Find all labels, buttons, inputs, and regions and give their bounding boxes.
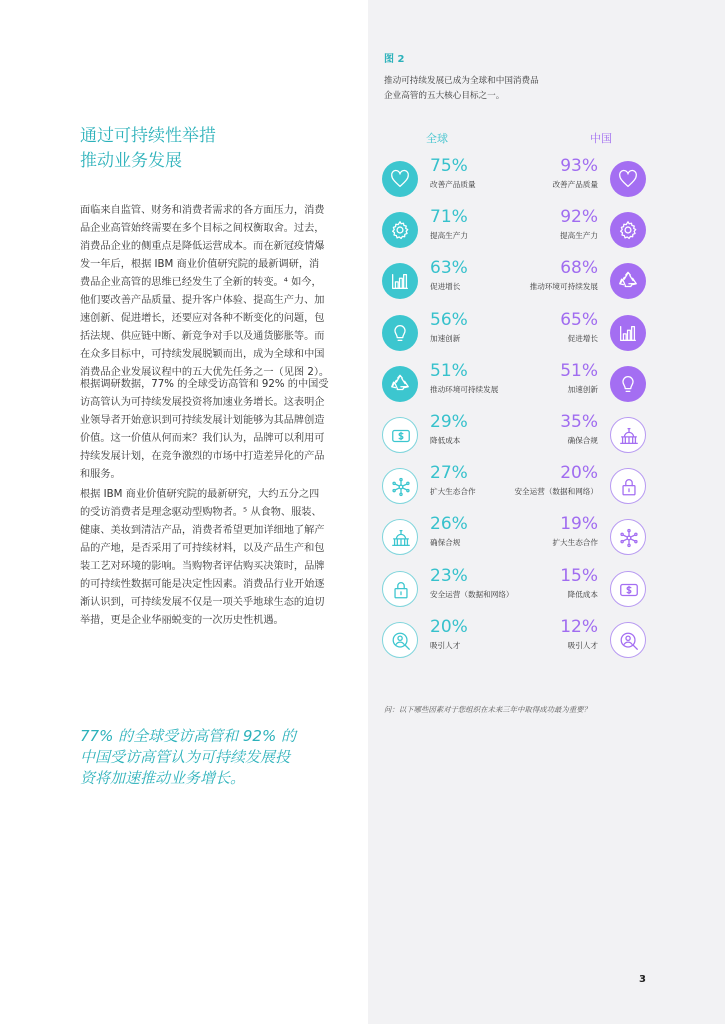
- global-percent: 23%: [430, 565, 468, 586]
- recycle-icon: [382, 366, 418, 402]
- gear-icon: [382, 212, 418, 248]
- global-percent: 20%: [430, 616, 468, 637]
- text-line: 他们要改善产品质量、提升客户体验、提高生产力、加: [80, 295, 325, 306]
- network-icon: [382, 468, 418, 504]
- global-percent: 56%: [430, 309, 468, 330]
- text-line: 在众多目标中，可持续发展脱颖而出，成为全球和中国: [80, 349, 325, 360]
- text-line: 速创新、促进增长，还要应对各种不断变化的问题，包: [80, 313, 325, 324]
- text-line: 根据调研数据，77% 的全球受访高管和 92% 的中国受: [80, 379, 329, 390]
- china-label: 扩大生态合作: [552, 538, 598, 548]
- china-label: 降低成本: [567, 589, 598, 599]
- global-column-header: 全球: [426, 132, 448, 145]
- china-label: 吸引人才: [567, 640, 598, 650]
- lightbulb-icon: [382, 315, 418, 351]
- text-line: 品的产地，是否采用了可持续材料，以及产品生产和包: [80, 543, 325, 554]
- heart-icon: [382, 161, 418, 197]
- pull-quote-line: 中国受访高管认为可持续发展投: [80, 748, 291, 766]
- global-percent: 63%: [430, 258, 468, 279]
- text-line: 和服务。: [80, 469, 121, 480]
- caption-line: 企业高管的五大核心目标之一。: [384, 91, 505, 101]
- global-label: 确保合规: [430, 538, 461, 548]
- pull-quote: [80, 726, 350, 789]
- dollar-bill-icon: [610, 571, 646, 607]
- global-label: 推动环境可持续发展: [430, 384, 499, 394]
- china-label: 加速创新: [567, 384, 598, 394]
- text-line: 的可持续性数据可能是决定性因素。消费品行业开始逐: [80, 579, 325, 590]
- figure-row: [0, 360, 725, 412]
- global-percent: 51%: [430, 360, 468, 381]
- text-line: 消费品企业发展议程中的五大优先任务之一（见图 2）。: [80, 367, 330, 378]
- text-line: 举措，更是企业华丽蜕变的一次历史性机遇。: [80, 615, 284, 626]
- text-line: 品企业高管始终需要在多个目标之间权衡取舍。过去，: [80, 223, 325, 234]
- text-line: 面临来自监管、财务和消费者需求的各方面压力，消费: [80, 205, 325, 216]
- china-label: 改善产品质量: [552, 180, 598, 189]
- text-line: 业领导者开始意识到可持续发展计划能够为其品牌创造: [80, 415, 325, 426]
- text-line: 的受访消费者是理念驱动型购物者。⁵ 从食物、服装、: [80, 507, 322, 518]
- global-label: 降低成本: [430, 436, 461, 445]
- china-percent: 68%: [560, 258, 598, 279]
- person-search-icon: [610, 622, 646, 658]
- china-percent: 93%: [560, 156, 598, 176]
- capitol-building-icon: [382, 519, 418, 555]
- china-percent: 19%: [560, 514, 598, 535]
- heart-icon: [610, 161, 646, 197]
- global-percent: 75%: [430, 156, 468, 176]
- lock-icon: [610, 468, 646, 504]
- text-line: 装工艺对环境的影响。当购物者评估购买决策时，品牌: [80, 561, 325, 572]
- china-percent: 65%: [560, 309, 598, 330]
- china-percent: 20%: [560, 463, 598, 484]
- text-line: 健康、美妆到清洁产品，消费者希望更加详细地了解产: [80, 525, 325, 536]
- lock-icon: [382, 571, 418, 607]
- china-label: 促进增长: [567, 333, 598, 343]
- text-line: 发一年后，根据 IBM 商业价值研究院的最新调研，消: [80, 259, 320, 270]
- figure-caption: [384, 74, 634, 104]
- global-percent: 71%: [430, 207, 468, 228]
- figure-row: [0, 258, 725, 309]
- figure-row: [0, 514, 725, 565]
- china-percent: 92%: [560, 207, 598, 228]
- figure-row: [0, 309, 725, 361]
- china-percent: 15%: [560, 565, 598, 586]
- global-label: 改善产品质量: [430, 180, 476, 189]
- text-line: 访高管认为可持续发展投资将加速业务增长。这表明企: [80, 397, 325, 408]
- china-percent: 12%: [560, 616, 598, 637]
- figure-label: 图 2: [384, 54, 405, 65]
- text-line: 渐认识到，可持续发展不仅是一项关乎地球生态的迫切: [80, 597, 325, 608]
- china-percent: 35%: [560, 412, 598, 432]
- china-label: 确保合规: [567, 436, 598, 445]
- text-line: 根据 IBM 商业价值研究院的最新研究，大约五分之四: [80, 489, 320, 500]
- bar-chart-icon: [382, 263, 418, 299]
- china-percent: 51%: [560, 360, 598, 381]
- global-label: 安全运营（数据和网络）: [430, 589, 514, 599]
- section-title-line: 通过可持续性举措: [80, 126, 216, 146]
- text-line: 费品企业高管的思维已经发生了全新的转变。⁴ 如今，: [80, 277, 322, 288]
- global-label: 提高生产力: [430, 231, 468, 241]
- global-label: 吸引人才: [430, 640, 461, 650]
- global-label: 扩大生态合作: [430, 487, 476, 497]
- gear-icon: [610, 212, 646, 248]
- global-percent: 27%: [430, 463, 468, 484]
- pull-quote-line: 77% 的全球受访高管和 92% 的: [80, 727, 296, 745]
- bar-chart-icon: [610, 315, 646, 351]
- text-line: 括法规、供应链中断、新竞争对手以及通货膨胀等。而: [80, 331, 325, 342]
- global-label: 促进增长: [430, 282, 461, 292]
- china-label: 安全运营（数据和网络）: [514, 487, 598, 497]
- text-line: 持续发展计划，在竞争激烈的市场中打造差异化的产品: [80, 451, 325, 462]
- caption-line: 推动可持续发展已成为全球和中国消费品: [384, 76, 539, 86]
- global-percent: 29%: [430, 412, 468, 432]
- global-percent: 26%: [430, 514, 468, 535]
- dollar-bill-icon: [382, 417, 418, 453]
- section-title-line: 推动业务发展: [80, 151, 182, 171]
- figure-row: [0, 463, 725, 514]
- capitol-building-icon: [610, 417, 646, 453]
- china-column-header: 中国: [590, 132, 612, 145]
- network-icon: [610, 519, 646, 555]
- china-label: 推动环境可持续发展: [529, 282, 598, 292]
- figure-footnote: 问：以下哪些因素对于您组织在未来三年中取得成功最为重要？: [384, 705, 591, 714]
- figure-row: [0, 412, 725, 463]
- china-label: 提高生产力: [560, 231, 598, 241]
- figure-row: [0, 156, 725, 207]
- recycle-icon: [610, 263, 646, 299]
- page-number: 3: [639, 974, 646, 985]
- person-search-icon: [382, 622, 418, 658]
- pull-quote-line: 资将加速推动业务增长。: [80, 769, 246, 787]
- global-label: 加速创新: [430, 333, 461, 343]
- text-line: 消费品企业的侧重点是降低运营成本。而在新冠疫情爆: [80, 241, 325, 252]
- text-line: 价值。这一价值从何而来？我们认为，品牌可以利用可: [80, 433, 325, 444]
- lightbulb-icon: [610, 366, 646, 402]
